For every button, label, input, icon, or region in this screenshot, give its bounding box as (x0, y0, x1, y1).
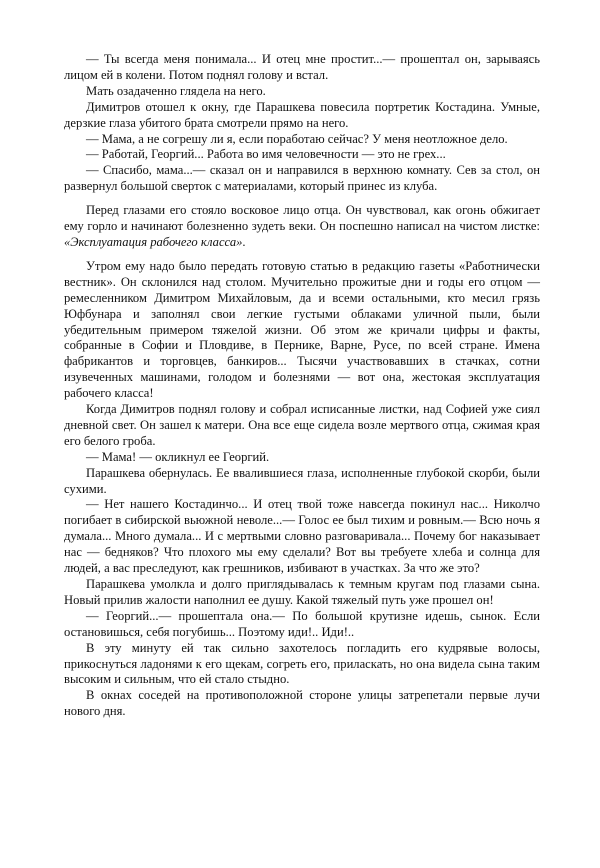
article-title: «Эксплуатация рабочего класса» (64, 234, 243, 249)
paragraph-7 (64, 203, 540, 251)
paragraph-12: — Нет нашего Костадинчо... И отец твой тоже навсегда покинул нас... Николчо погибает в сибирской вьюжной неволе...— Голос ее был тихим и ровным.— Всю ночь я думала... Много думала... И с мертвыми словно разговаривала... Почему бог наказывает нас — бедняков? Что плохого мы ему сделали? Вот вы требуете хлеба и солнца для людей, а вас преследуют, как грешников, избивают в участках. За что же это? (64, 497, 540, 576)
paragraph-13: Парашкева умолкла и долго приглядывалась к темным кругам под глазами сына. Новый прилив жалости наполнил ее душу. Какой тяжелый путь уже прошел он! (64, 577, 540, 607)
paragraph-1: — Ты всегда меня понимала... И отец мне простит...— прошептал он, зарываясь лицом ей в колени. Потом поднял голову и встал. (64, 52, 540, 82)
paragraph-4: — Мама, а не согрешу ли я, если поработаю сейчас? У меня неотложное дело. (86, 131, 508, 146)
paragraph-8: Утром ему надо было передать готовую статью в редакцию газеты «Работнически вестник». Он склонился над столом. Мучительно прожитые дни и годы его отцом — ремесленником Димитром Михайловым, да и всеми остальными, кто месил грязь Юфбунара и заполнял свои легкие густыми облаками уличной пыли, были убедительным примером тяжелой жизни. Об этом же кричали цифры и факты, собранные в Софии и Пловдиве, в Пернике, Варне, Русе, по всей стране. Имена фабрикантов и торговцев, банкиров... Тысячи участвовавших в стачках, сотни изувеченных машинами, голодом и болезнями — вот она, жестокая эксплуатация рабочего класса! (64, 258, 540, 401)
paragraph-9: Когда Димитров поднял голову и собрал исписанные листки, над Софией уже сиял дневной свет. Он зашел к матери. Она все еще сидела возле мертвого отца, сжимая края его белого гроба. (64, 402, 540, 448)
paragraph-6: — Спасибо, мама...— сказал он и направился в верхнюю комнату. Сев за стол, он развернул большой сверток с материалами, который принес из клуба. (64, 163, 540, 194)
paragraph-10: — Мама! — окликнул ее Георгий. (86, 449, 270, 464)
book-page (64, 52, 540, 720)
paragraph-15: В эту минуту ей так сильно захотелось погладить его кудрявые волосы, прикоснуться ладонями к его щекам, согреть его, приласкать, но она видела сына таким высоким и сильным, что ей стало стыдно. (64, 640, 540, 687)
paragraph-16: В окнах соседей на противоположной стороне улицы затрепетали первые лучи нового дня. (64, 688, 540, 719)
paragraph-14: — Георгий...— прошептала она.— По большой крутизне идешь, сынок. Если остановишься, себя погубишь... Поэтому иди!.. Иди!.. (64, 608, 540, 639)
paragraph-3: Димитров отошел к окну, где Парашкева повесила портретик Костадина. Умные, дерзкие глаза убитого брата смотрели прямо на него. (64, 99, 540, 130)
paragraph-5: — Работай, Георгий... Работа во имя человечности — это не грех... (86, 147, 446, 162)
paragraph-11: Парашкева обернулась. Ее ввалившиеся глаза, исполненные глубокой скорби, были сухими. (64, 465, 540, 496)
paragraph-2: Мать озадаченно глядела на него. (86, 83, 266, 98)
paragraph-7-end: . (242, 234, 246, 249)
paragraph-7-text: Перед глазами его стояло восковое лицо отца. Он чувствовал, как огонь обжигает ему горло и начинают болезненно зудеть веки. Он поспешно написал на чистом листке: (64, 203, 540, 234)
